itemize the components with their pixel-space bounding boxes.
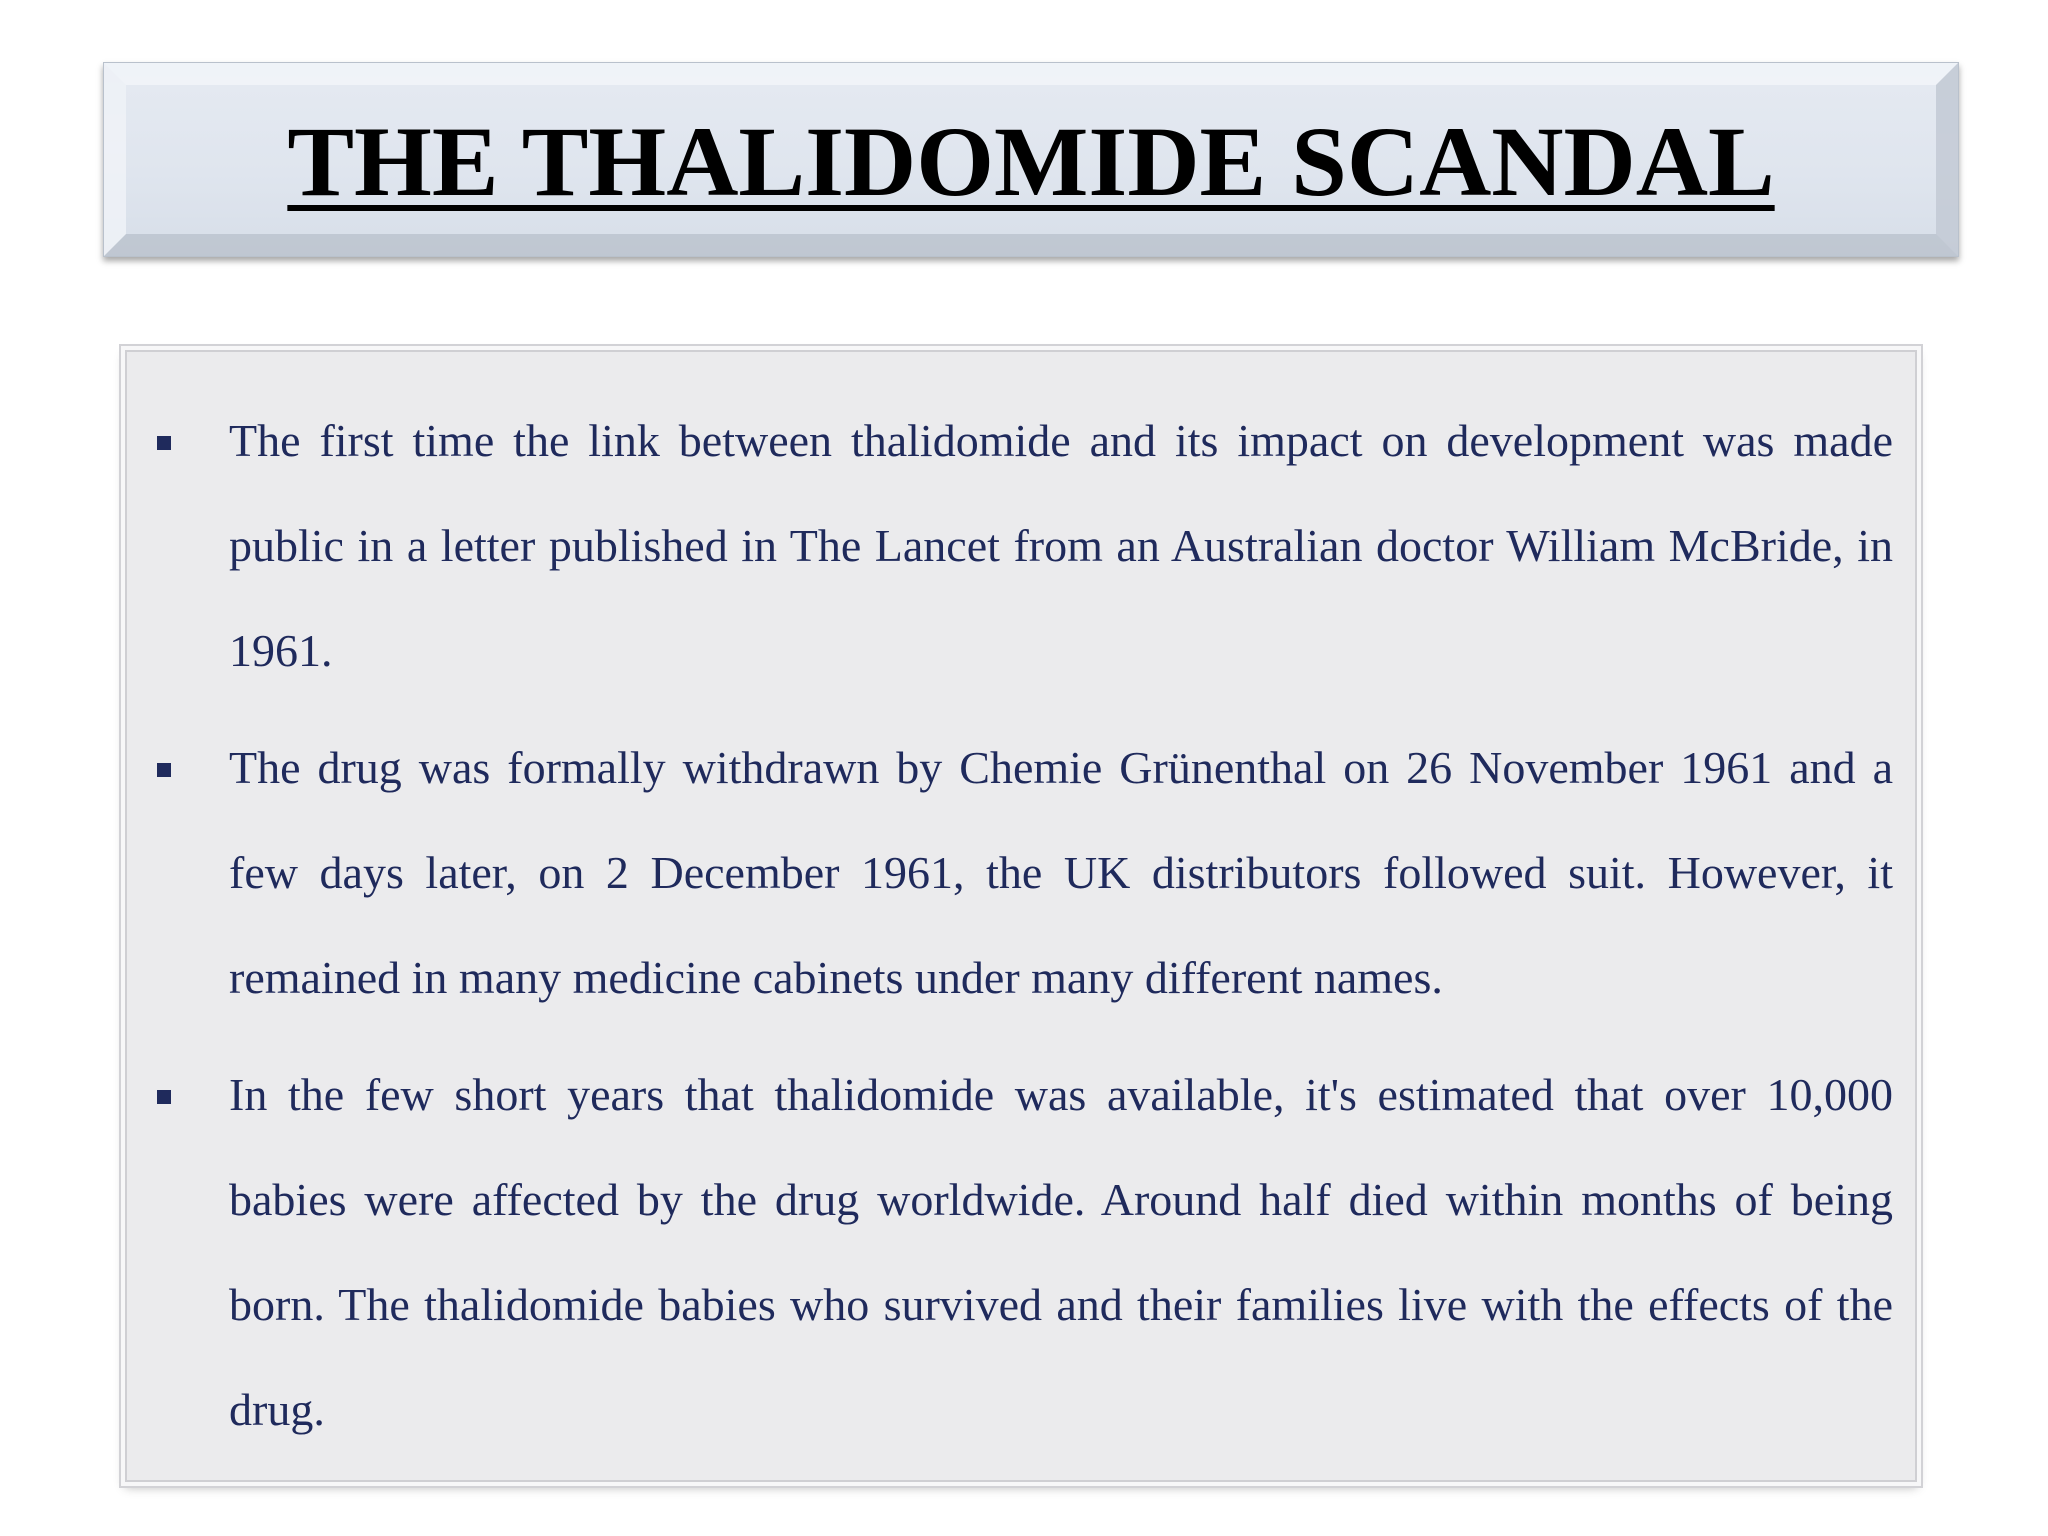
bullet-item bbox=[127, 388, 1915, 703]
bullet-list bbox=[127, 388, 1915, 1474]
bullet-text: In the few short years that thalidomide was available, it's estimated that over 10,000 babies were affected by the drug worldwide. Around half died within months of being born. The thalidomide babies who survived and their families live with the effects of the drug. bbox=[229, 1069, 1893, 1435]
bullet-item bbox=[127, 715, 1915, 1030]
slide-title: THE THALIDOMIDE SCANDAL bbox=[287, 105, 1775, 217]
bullet-text: The first time the link between thalidomide and its impact on development was made public in a letter published in The Lancet from an Australian doctor William McBride, in 1961. bbox=[229, 415, 1893, 676]
bullet-text: The drug was formally withdrawn by Chemie Grünenthal on 26 November 1961 and a few days later, on 2 December 1961, the UK distributors followed suit. However, it remained in many medicine cabinets under many different names. bbox=[229, 742, 1893, 1003]
square-bullet-icon bbox=[157, 436, 171, 450]
title-banner bbox=[103, 62, 1959, 257]
square-bullet-icon bbox=[157, 1090, 171, 1104]
square-bullet-icon bbox=[157, 763, 171, 777]
content-panel bbox=[125, 350, 1917, 1482]
bullet-item bbox=[127, 1042, 1915, 1462]
